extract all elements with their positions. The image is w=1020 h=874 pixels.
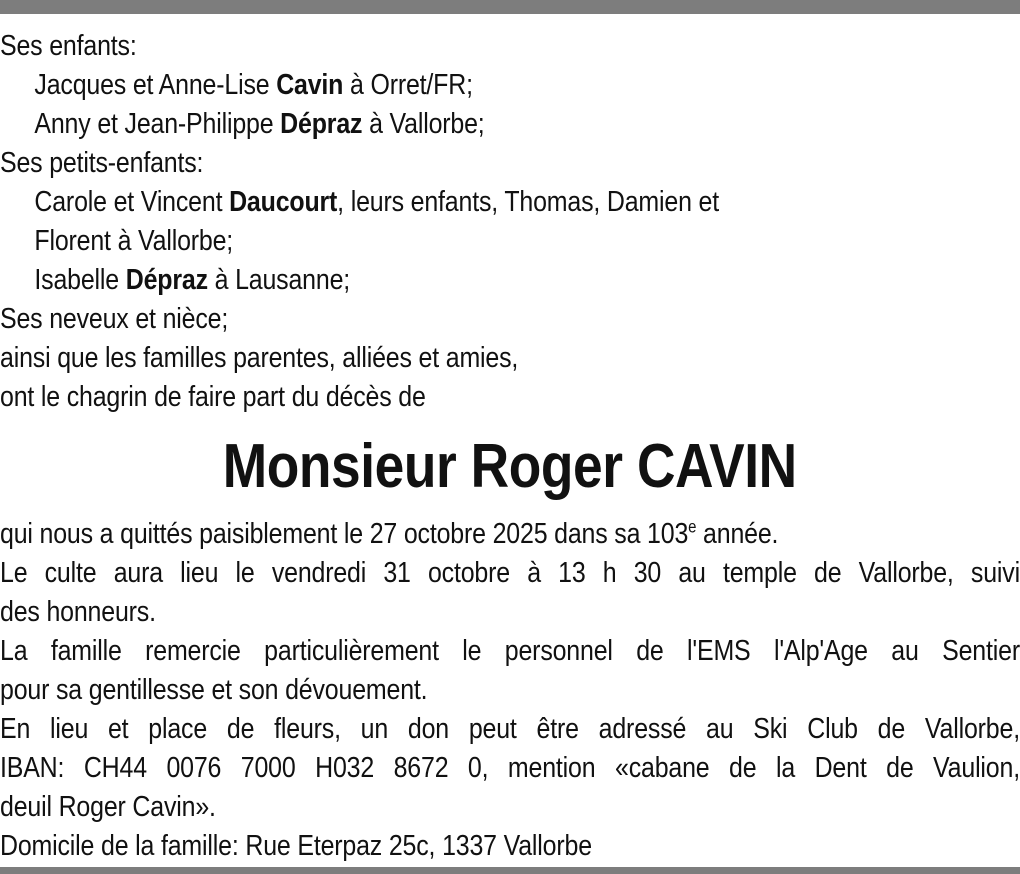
deceased-name: Monsieur Roger CAVIN bbox=[222, 431, 798, 501]
child-entry: Jacques et Anne-Lise Cavin à Orret/FR; bbox=[34, 69, 473, 101]
service-line-1: Le culte aura lieu le vendredi 31 octobre à 13 h 30 au temple de Vallorbe, suivi bbox=[0, 557, 1020, 589]
donation-line-1: En lieu et place de fleurs, un don peut être adressé au Ski Club de Vallorbe, bbox=[0, 713, 1020, 745]
grandchild-entry-continued: Florent à Vallorbe; bbox=[34, 225, 234, 257]
thanks-line-2: pour sa gentillesse et son dévouement. bbox=[0, 674, 428, 706]
families-line: ainsi que les familles parentes, alliées et amies, bbox=[0, 342, 519, 374]
children-heading: Ses enfants: bbox=[0, 30, 137, 62]
bottom-rule bbox=[0, 867, 1020, 874]
address-line: Domicile de la famille: Rue Eterpaz 25c, 1337 Vallorbe bbox=[0, 830, 592, 862]
donation-line-2: IBAN: CH44 0076 7000 H032 8672 0, mention «cabane de la Dent de Vaulion, bbox=[0, 752, 1020, 784]
announce-line: ont le chagrin de faire part du décès de bbox=[0, 381, 426, 413]
thanks-line-1: La famille remercie particulièrement le personnel de l'EMS l'Alp'Age au Sentier bbox=[0, 635, 1020, 667]
nephews-line: Ses neveux et nièce; bbox=[0, 303, 229, 335]
deceased-name-block bbox=[0, 417, 1020, 515]
obituary-notice bbox=[0, 27, 1020, 866]
child-entry: Anny et Jean-Philippe Dépraz à Vallorbe; bbox=[34, 108, 485, 140]
donation-line-3: deuil Roger Cavin». bbox=[0, 791, 216, 823]
grandchildren-heading: Ses petits-enfants: bbox=[0, 147, 204, 179]
top-rule bbox=[0, 0, 1020, 14]
service-line-2: des honneurs. bbox=[0, 596, 156, 628]
details-section bbox=[0, 515, 1020, 866]
grandchild-entry: Isabelle Dépraz à Lausanne; bbox=[34, 264, 351, 296]
grandchild-entry: Carole et Vincent Daucourt, leurs enfants, Thomas, Damien et bbox=[34, 186, 720, 218]
death-line: qui nous a quittés paisiblement le 27 octobre 2025 dans sa 103e année. bbox=[0, 516, 779, 550]
